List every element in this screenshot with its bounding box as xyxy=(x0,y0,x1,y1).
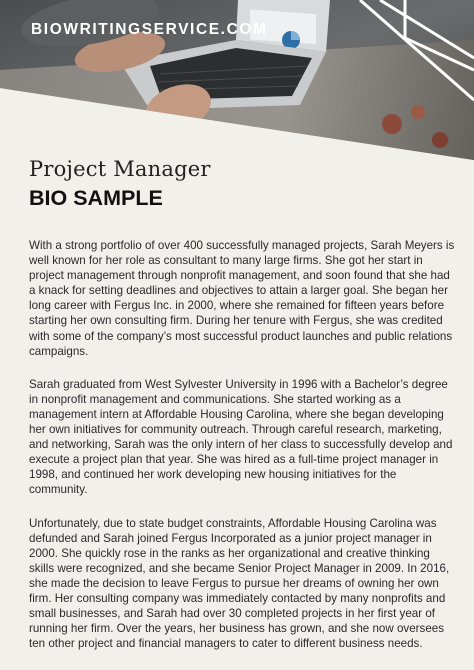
bio-body xyxy=(29,238,457,669)
site-brand-name: BIOWRITINGSERVICE.COM xyxy=(31,21,268,38)
bio-title-role: Project Manager xyxy=(29,157,211,181)
bio-paragraph: Unfortunately, due to state budget constraints, Affordable Housing Carolina was defunded and Sarah joined Fergus Incorporated as a junior project manager in 2000. She quickly rose in the ranks as her organizational and creative thinking skills were recognized, and she became Senior Project Manager in 2009. In 2016, she made the decision to leave Fergus to pursue her dreams of owning her own firm. Her consulting company was immediately contacted by many nonprofits and small businesses, and Sarah had over 30 completed projects in her first year of running her firm. Over the years, her business has grown, and she now oversees ten other project and financial managers to cater to different business needs. xyxy=(29,516,450,651)
bio-paragraph: Sarah graduated from West Sylvester University in 1996 with a Bachelor’s degree in nonprofit management and communications. She started working as a management intern at Affordable Housing Carolina, where she began developing her own initiatives for community outreach. Through careful research, marketing, and networking, Sarah was the only intern of her class to successfully develop and execute a project plan that year. She was hired as a full-time project manager in 1998, and continued her work developing new housing initiatives for the community. xyxy=(29,377,453,497)
bio-title-heading: BIO SAMPLE xyxy=(29,186,163,210)
bio-paragraph: With a strong portfolio of over 400 successfully managed projects, Sarah Meyers is well known for her role as consultant to many large firms. She got her start in project management through nonprofit management, and soon found that she had a knack for setting deadlines and objectives to attain a larger goal. She began her long career with Fergus Inc. in 2000, where she remained for fifteen years before starting her own consulting firm. During her tenure with Fergus, she was credited with some of the company’s most successful product launches and public relations campaigns. xyxy=(29,239,455,358)
